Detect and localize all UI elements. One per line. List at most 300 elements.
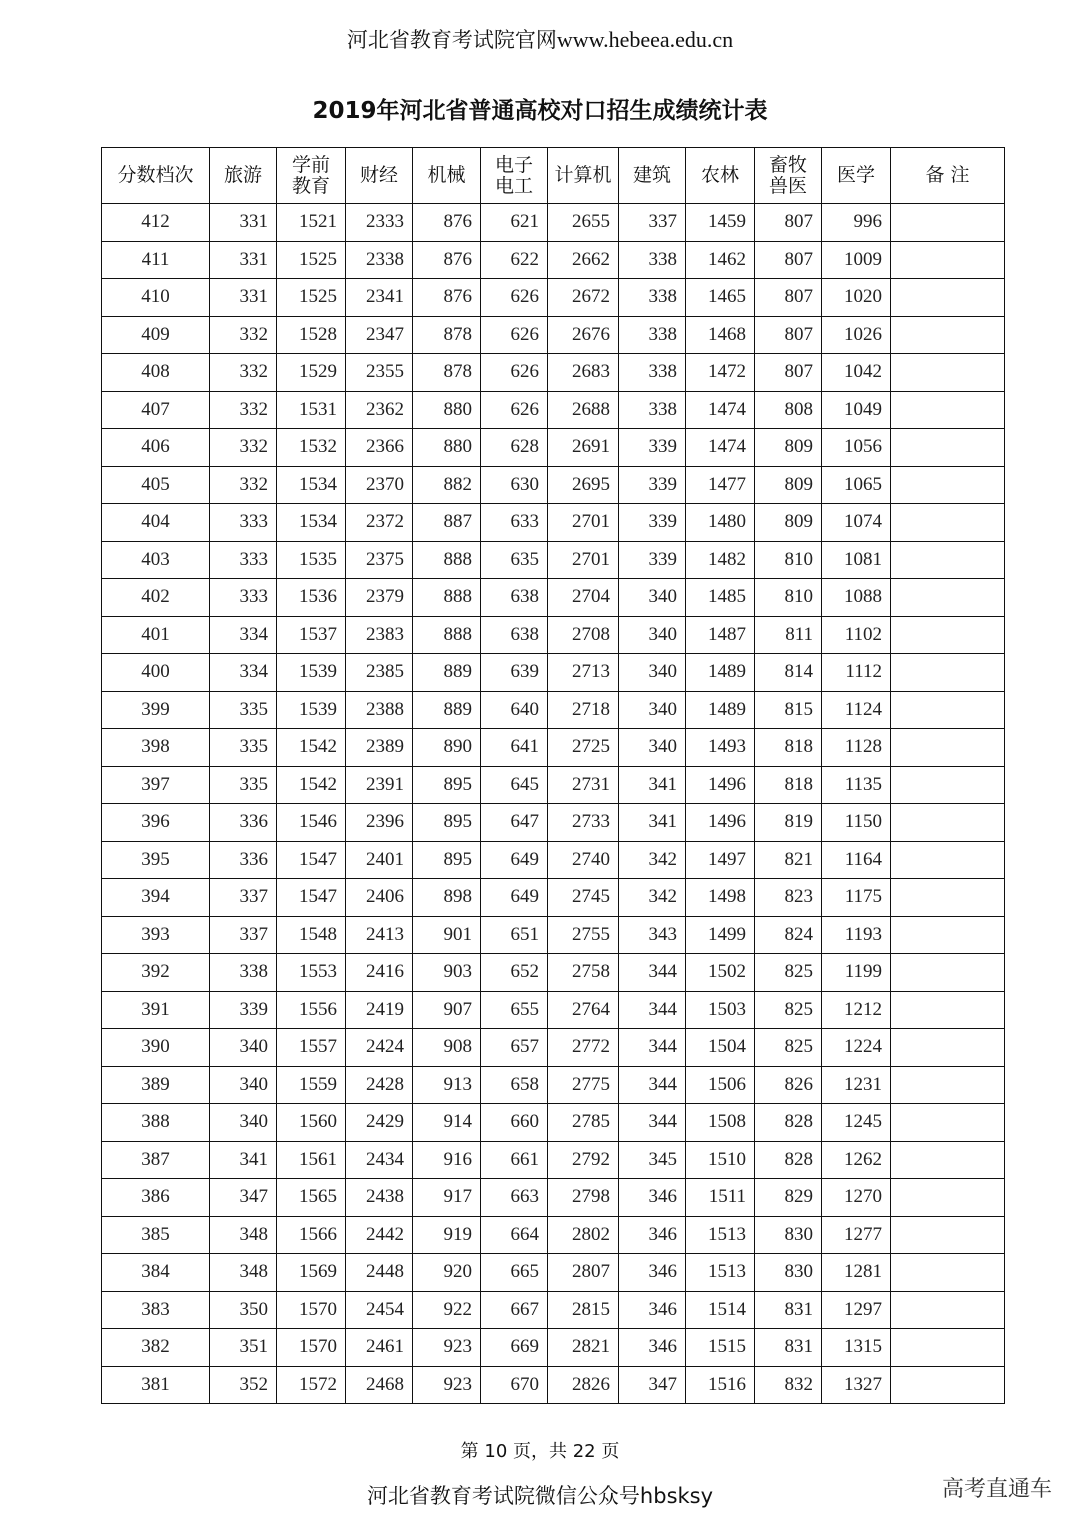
count-cell: 1497 (686, 841, 755, 879)
count-cell: 2419 (346, 991, 413, 1029)
count-cell: 338 (619, 391, 686, 429)
count-cell: 889 (413, 691, 481, 729)
count-cell: 336 (210, 804, 277, 842)
count-cell: 2688 (548, 391, 619, 429)
count-cell: 1570 (277, 1329, 346, 1367)
count-cell: 2448 (346, 1254, 413, 1292)
count-cell: 2366 (346, 429, 413, 467)
count-cell: 1515 (686, 1329, 755, 1367)
count-cell: 810 (755, 541, 822, 579)
score-cell: 385 (102, 1216, 210, 1254)
count-cell: 663 (481, 1179, 548, 1217)
table-header-row (102, 148, 1005, 204)
remark-cell (891, 1141, 1005, 1179)
table-row (102, 991, 1005, 1029)
count-cell: 2758 (548, 954, 619, 992)
count-cell: 626 (481, 354, 548, 392)
count-cell: 657 (481, 1029, 548, 1067)
count-cell: 342 (619, 841, 686, 879)
count-cell: 832 (755, 1366, 822, 1404)
count-cell: 1537 (277, 616, 346, 654)
count-cell: 1056 (822, 429, 891, 467)
count-cell: 335 (210, 729, 277, 767)
page-header (0, 24, 1080, 54)
table-row (102, 804, 1005, 842)
count-cell: 2429 (346, 1104, 413, 1142)
count-cell: 1193 (822, 916, 891, 954)
count-cell: 878 (413, 316, 481, 354)
count-cell: 348 (210, 1254, 277, 1292)
count-cell: 2655 (548, 204, 619, 242)
count-cell: 1506 (686, 1066, 755, 1104)
remark-cell (891, 466, 1005, 504)
count-cell: 346 (619, 1329, 686, 1367)
remark-cell (891, 1104, 1005, 1142)
remark-cell (891, 804, 1005, 842)
column-header: 畜牧 兽医 (755, 148, 822, 204)
count-cell: 1539 (277, 691, 346, 729)
count-cell: 633 (481, 504, 548, 542)
score-cell: 391 (102, 991, 210, 1029)
count-cell: 2406 (346, 879, 413, 917)
count-cell: 809 (755, 466, 822, 504)
table-body (102, 204, 1005, 1404)
count-cell: 1231 (822, 1066, 891, 1104)
count-cell: 1498 (686, 879, 755, 917)
count-cell: 2662 (548, 241, 619, 279)
score-cell: 400 (102, 654, 210, 692)
count-cell: 2391 (346, 766, 413, 804)
count-cell: 2389 (346, 729, 413, 767)
count-cell: 339 (619, 541, 686, 579)
remark-cell (891, 841, 1005, 879)
count-cell: 1327 (822, 1366, 891, 1404)
count-cell: 1465 (686, 279, 755, 317)
count-cell: 825 (755, 954, 822, 992)
count-cell: 814 (755, 654, 822, 692)
count-cell: 901 (413, 916, 481, 954)
count-cell: 1277 (822, 1216, 891, 1254)
count-cell: 831 (755, 1291, 822, 1329)
table-row (102, 1366, 1005, 1404)
table-row (102, 1104, 1005, 1142)
column-header: 财经 (346, 148, 413, 204)
score-table (101, 147, 1005, 1404)
count-cell: 828 (755, 1141, 822, 1179)
table-row (102, 391, 1005, 429)
count-cell: 339 (619, 466, 686, 504)
count-cell: 2792 (548, 1141, 619, 1179)
count-cell: 340 (619, 654, 686, 692)
count-cell: 923 (413, 1329, 481, 1367)
count-cell: 331 (210, 204, 277, 242)
count-cell: 338 (619, 241, 686, 279)
count-cell: 888 (413, 541, 481, 579)
count-cell: 895 (413, 766, 481, 804)
count-cell: 1124 (822, 691, 891, 729)
count-cell: 2468 (346, 1366, 413, 1404)
count-cell: 922 (413, 1291, 481, 1329)
count-cell: 1565 (277, 1179, 346, 1217)
count-cell: 341 (619, 766, 686, 804)
count-cell: 645 (481, 766, 548, 804)
count-cell: 1020 (822, 279, 891, 317)
score-cell: 410 (102, 279, 210, 317)
count-cell: 807 (755, 354, 822, 392)
count-cell: 1477 (686, 466, 755, 504)
remark-cell (891, 879, 1005, 917)
count-cell: 2740 (548, 841, 619, 879)
count-cell: 2821 (548, 1329, 619, 1367)
count-cell: 1281 (822, 1254, 891, 1292)
count-cell: 340 (619, 616, 686, 654)
count-cell: 332 (210, 466, 277, 504)
count-cell: 1496 (686, 804, 755, 842)
count-cell: 819 (755, 804, 822, 842)
count-cell: 1532 (277, 429, 346, 467)
count-cell: 1529 (277, 354, 346, 392)
remark-cell (891, 1366, 1005, 1404)
count-cell: 340 (210, 1104, 277, 1142)
count-cell: 340 (619, 579, 686, 617)
count-cell: 1081 (822, 541, 891, 579)
count-cell: 826 (755, 1066, 822, 1104)
count-cell: 1556 (277, 991, 346, 1029)
remark-cell (891, 1216, 1005, 1254)
count-cell: 628 (481, 429, 548, 467)
count-cell: 2461 (346, 1329, 413, 1367)
table-row (102, 1141, 1005, 1179)
count-cell: 1474 (686, 391, 755, 429)
page-number: 第 10 页，共 22 页 (460, 1441, 620, 1462)
remark-cell (891, 616, 1005, 654)
count-cell: 2383 (346, 616, 413, 654)
count-cell: 1164 (822, 841, 891, 879)
remark-cell (891, 729, 1005, 767)
table-row (102, 279, 1005, 317)
count-cell: 876 (413, 241, 481, 279)
count-cell: 350 (210, 1291, 277, 1329)
count-cell: 2683 (548, 354, 619, 392)
table-row (102, 1254, 1005, 1292)
count-cell: 2695 (548, 466, 619, 504)
count-cell: 333 (210, 579, 277, 617)
count-cell: 2428 (346, 1066, 413, 1104)
count-cell: 626 (481, 316, 548, 354)
count-cell: 1528 (277, 316, 346, 354)
count-cell: 876 (413, 279, 481, 317)
remark-cell (891, 354, 1005, 392)
count-cell: 346 (619, 1216, 686, 1254)
count-cell: 1547 (277, 841, 346, 879)
count-cell: 917 (413, 1179, 481, 1217)
column-header: 机械 (413, 148, 481, 204)
count-cell: 823 (755, 879, 822, 917)
count-cell: 880 (413, 391, 481, 429)
count-cell: 347 (619, 1366, 686, 1404)
count-cell: 2338 (346, 241, 413, 279)
count-cell: 1566 (277, 1216, 346, 1254)
count-cell: 630 (481, 466, 548, 504)
remark-cell (891, 429, 1005, 467)
count-cell: 348 (210, 1216, 277, 1254)
count-cell: 1536 (277, 579, 346, 617)
count-cell: 647 (481, 804, 548, 842)
remark-cell (891, 916, 1005, 954)
count-cell: 1514 (686, 1291, 755, 1329)
remark-cell (891, 1291, 1005, 1329)
table-row (102, 766, 1005, 804)
page-footer: 河北省教育考试院微信公众号hbsksy (366, 1484, 714, 1508)
count-cell: 1462 (686, 241, 755, 279)
count-cell: 2733 (548, 804, 619, 842)
count-cell: 1474 (686, 429, 755, 467)
score-cell: 396 (102, 804, 210, 842)
count-cell: 1489 (686, 691, 755, 729)
count-cell: 344 (619, 991, 686, 1029)
count-cell: 334 (210, 654, 277, 692)
count-cell: 821 (755, 841, 822, 879)
score-cell: 407 (102, 391, 210, 429)
count-cell: 2370 (346, 466, 413, 504)
count-cell: 333 (210, 504, 277, 542)
count-cell: 2701 (548, 504, 619, 542)
count-cell: 1199 (822, 954, 891, 992)
score-cell: 398 (102, 729, 210, 767)
count-cell: 2807 (548, 1254, 619, 1292)
count-cell: 888 (413, 579, 481, 617)
count-cell: 1534 (277, 504, 346, 542)
score-cell: 403 (102, 541, 210, 579)
count-cell: 818 (755, 729, 822, 767)
count-cell: 1065 (822, 466, 891, 504)
count-cell: 1128 (822, 729, 891, 767)
count-cell: 621 (481, 204, 548, 242)
table-row (102, 616, 1005, 654)
count-cell: 1468 (686, 316, 755, 354)
count-cell: 337 (210, 879, 277, 917)
brand-watermark: 高考直通车 (941, 1477, 1052, 1502)
count-cell: 347 (210, 1179, 277, 1217)
count-cell: 828 (755, 1104, 822, 1142)
count-cell: 635 (481, 541, 548, 579)
count-cell: 829 (755, 1179, 822, 1217)
count-cell: 638 (481, 579, 548, 617)
count-cell: 1074 (822, 504, 891, 542)
count-cell: 1499 (686, 916, 755, 954)
count-cell: 2438 (346, 1179, 413, 1217)
count-cell: 332 (210, 354, 277, 392)
table-row (102, 841, 1005, 879)
count-cell: 341 (210, 1141, 277, 1179)
document-title: 2019年河北省普通高校对口招生成绩统计表 (312, 98, 768, 124)
score-cell: 389 (102, 1066, 210, 1104)
table-row (102, 1029, 1005, 1067)
count-cell: 640 (481, 691, 548, 729)
count-cell: 2347 (346, 316, 413, 354)
count-cell: 807 (755, 316, 822, 354)
score-cell: 384 (102, 1254, 210, 1292)
count-cell: 920 (413, 1254, 481, 1292)
column-header: 建筑 (619, 148, 686, 204)
score-cell: 382 (102, 1329, 210, 1367)
table-row (102, 541, 1005, 579)
table-row (102, 579, 1005, 617)
count-cell: 825 (755, 991, 822, 1029)
column-header: 学前 教育 (277, 148, 346, 204)
count-cell: 1557 (277, 1029, 346, 1067)
count-cell: 658 (481, 1066, 548, 1104)
count-cell: 830 (755, 1216, 822, 1254)
count-cell: 351 (210, 1329, 277, 1367)
remark-cell (891, 279, 1005, 317)
count-cell: 2362 (346, 391, 413, 429)
count-cell: 1487 (686, 616, 755, 654)
count-cell: 1511 (686, 1179, 755, 1217)
count-cell: 340 (210, 1066, 277, 1104)
count-cell: 2713 (548, 654, 619, 692)
count-cell: 1572 (277, 1366, 346, 1404)
count-cell: 1009 (822, 241, 891, 279)
count-cell: 890 (413, 729, 481, 767)
table-row (102, 429, 1005, 467)
count-cell: 2672 (548, 279, 619, 317)
count-cell: 660 (481, 1104, 548, 1142)
count-cell: 2676 (548, 316, 619, 354)
count-cell: 1569 (277, 1254, 346, 1292)
remark-cell (891, 504, 1005, 542)
score-cell: 404 (102, 504, 210, 542)
count-cell: 895 (413, 841, 481, 879)
table-row (102, 654, 1005, 692)
score-cell: 405 (102, 466, 210, 504)
count-cell: 825 (755, 1029, 822, 1067)
count-cell: 339 (619, 504, 686, 542)
count-cell: 809 (755, 504, 822, 542)
count-cell: 651 (481, 916, 548, 954)
count-cell: 1539 (277, 654, 346, 692)
count-cell: 346 (619, 1179, 686, 1217)
count-cell: 337 (210, 916, 277, 954)
count-cell: 1560 (277, 1104, 346, 1142)
score-cell: 408 (102, 354, 210, 392)
count-cell: 652 (481, 954, 548, 992)
score-cell: 393 (102, 916, 210, 954)
column-header: 计算机 (548, 148, 619, 204)
column-header: 医学 (822, 148, 891, 204)
count-cell: 1559 (277, 1066, 346, 1104)
remark-cell (891, 1066, 1005, 1104)
count-cell: 344 (619, 1029, 686, 1067)
count-cell: 1546 (277, 804, 346, 842)
count-cell: 1553 (277, 954, 346, 992)
count-cell: 2396 (346, 804, 413, 842)
count-cell: 2764 (548, 991, 619, 1029)
count-cell: 332 (210, 316, 277, 354)
count-cell: 2691 (548, 429, 619, 467)
count-cell: 2802 (548, 1216, 619, 1254)
count-cell: 1262 (822, 1141, 891, 1179)
count-cell: 340 (619, 729, 686, 767)
count-cell: 907 (413, 991, 481, 1029)
count-cell: 1535 (277, 541, 346, 579)
count-cell: 338 (619, 316, 686, 354)
count-cell: 1489 (686, 654, 755, 692)
count-cell: 339 (210, 991, 277, 1029)
remark-cell (891, 391, 1005, 429)
header-url[interactable]: www.hebeea.edu.cn (556, 27, 734, 52)
count-cell: 818 (755, 766, 822, 804)
remark-cell (891, 954, 1005, 992)
count-cell: 2388 (346, 691, 413, 729)
count-cell: 338 (619, 279, 686, 317)
count-cell: 339 (619, 429, 686, 467)
table-row (102, 1329, 1005, 1367)
count-cell: 923 (413, 1366, 481, 1404)
count-cell: 1212 (822, 991, 891, 1029)
count-cell: 1135 (822, 766, 891, 804)
count-cell: 1502 (686, 954, 755, 992)
count-cell: 661 (481, 1141, 548, 1179)
count-cell: 1459 (686, 204, 755, 242)
count-cell: 331 (210, 241, 277, 279)
remark-cell (891, 1029, 1005, 1067)
count-cell: 1534 (277, 466, 346, 504)
score-cell: 394 (102, 879, 210, 917)
count-cell: 1485 (686, 579, 755, 617)
count-cell: 335 (210, 766, 277, 804)
count-cell: 334 (210, 616, 277, 654)
count-cell: 2731 (548, 766, 619, 804)
count-cell: 1521 (277, 204, 346, 242)
count-cell: 1297 (822, 1291, 891, 1329)
count-cell: 2701 (548, 541, 619, 579)
table-row (102, 1179, 1005, 1217)
count-cell: 1088 (822, 579, 891, 617)
count-cell: 807 (755, 241, 822, 279)
count-cell: 344 (619, 954, 686, 992)
count-cell: 1482 (686, 541, 755, 579)
count-cell: 807 (755, 279, 822, 317)
remark-cell (891, 241, 1005, 279)
score-cell: 401 (102, 616, 210, 654)
score-cell: 390 (102, 1029, 210, 1067)
score-cell: 399 (102, 691, 210, 729)
count-cell: 342 (619, 879, 686, 917)
count-cell: 887 (413, 504, 481, 542)
count-cell: 919 (413, 1216, 481, 1254)
score-cell: 381 (102, 1366, 210, 1404)
count-cell: 895 (413, 804, 481, 842)
table-row (102, 691, 1005, 729)
count-cell: 2755 (548, 916, 619, 954)
header-site: 河北省教育考试院官网 (346, 28, 557, 52)
score-cell: 392 (102, 954, 210, 992)
count-cell: 878 (413, 354, 481, 392)
count-cell: 2372 (346, 504, 413, 542)
remark-cell (891, 316, 1005, 354)
count-cell: 1270 (822, 1179, 891, 1217)
count-cell: 1102 (822, 616, 891, 654)
count-cell: 669 (481, 1329, 548, 1367)
count-cell: 2815 (548, 1291, 619, 1329)
remark-cell (891, 1179, 1005, 1217)
count-cell: 2708 (548, 616, 619, 654)
count-cell: 332 (210, 429, 277, 467)
count-cell: 338 (619, 354, 686, 392)
count-cell: 2424 (346, 1029, 413, 1067)
count-cell: 332 (210, 391, 277, 429)
